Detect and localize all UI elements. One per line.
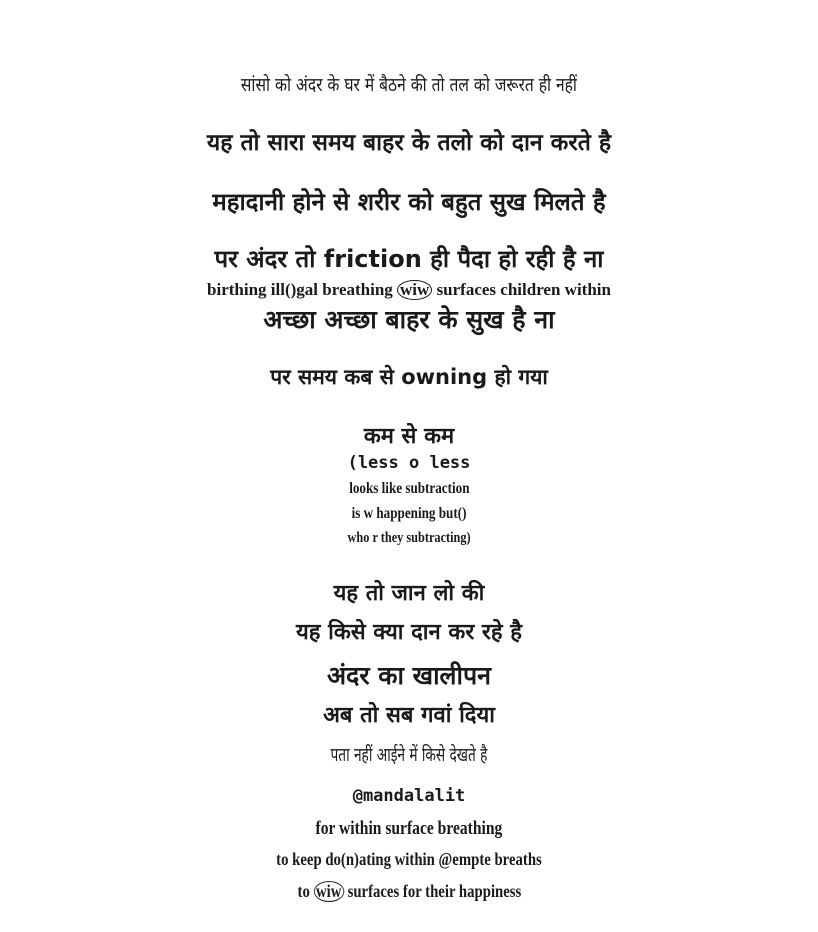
footer-line-1 [0,819,818,838]
english-line-1-before: birthing ill()gal breathing [207,280,393,299]
wiw-circled-mark: wiw [397,280,432,300]
stanza-2-line-4-text: who r they subtracting) [347,530,471,546]
stanza-3-line-5 [0,746,818,765]
poem-line-6: पर समय कब से owning हो गया [270,365,548,389]
stanza-2-line-4 [0,531,818,546]
stanza-3-line-1: यह तो जान लो की [333,581,485,606]
footer-line-3 [0,881,818,902]
stanza-2-line-2-text: looks like subtraction [348,480,470,497]
poem-line-2: यह तो सारा समय बाहर के तलो को दान करते है [206,130,612,156]
wiw-circled-mark-footer: wiw [313,881,343,902]
poem-line-3: महादानी होने से शरीर को बहुत सुख मिलते है [212,188,606,216]
stanza-3-line-4: अब तो सब गवां दिया [323,703,495,728]
footer-line-2-text: to keep do(n)ating within @empte breaths [276,849,542,869]
english-line-1-after: surfaces children within [436,280,611,299]
poem-line-5: अच्छा अच्छा बाहर के सुख है ना [263,305,555,334]
stanza-3-line-5-text: पता नहीं आईने में किसे देखते है [330,744,488,766]
stanza-2-line-3 [0,506,818,522]
english-line-1 [0,280,818,300]
stanza-2-title: कम से कम [363,424,455,449]
poem-line-4: पर अंदर तो friction ही पैदा हो रही है ना [214,245,604,273]
stanza-3-line-3: अंदर का खालीपन [326,661,492,690]
footer-line-3-inner [297,881,521,902]
footer-line-2 [0,850,818,868]
poem-line-1-text: सांसो को अंदर के घर में बैठने की तो तल को जरूरत ही नहीं [240,74,578,96]
stanza-3-line-2: यह किसे क्या दान कर रहे है [296,620,522,645]
stanza-2-line-1: (less o less [347,453,471,473]
footer-line-3-before: to [297,881,310,901]
stanza-2-line-2 [0,481,818,497]
stanza-2-line-3-text: is w happening but() [351,505,467,522]
signature: @mandalalit [352,786,466,806]
footer-line-3-after: surfaces for their happiness [347,881,521,901]
footer-line-1-text: for within surface breathing [315,818,503,839]
poem-line-1 [0,76,818,95]
